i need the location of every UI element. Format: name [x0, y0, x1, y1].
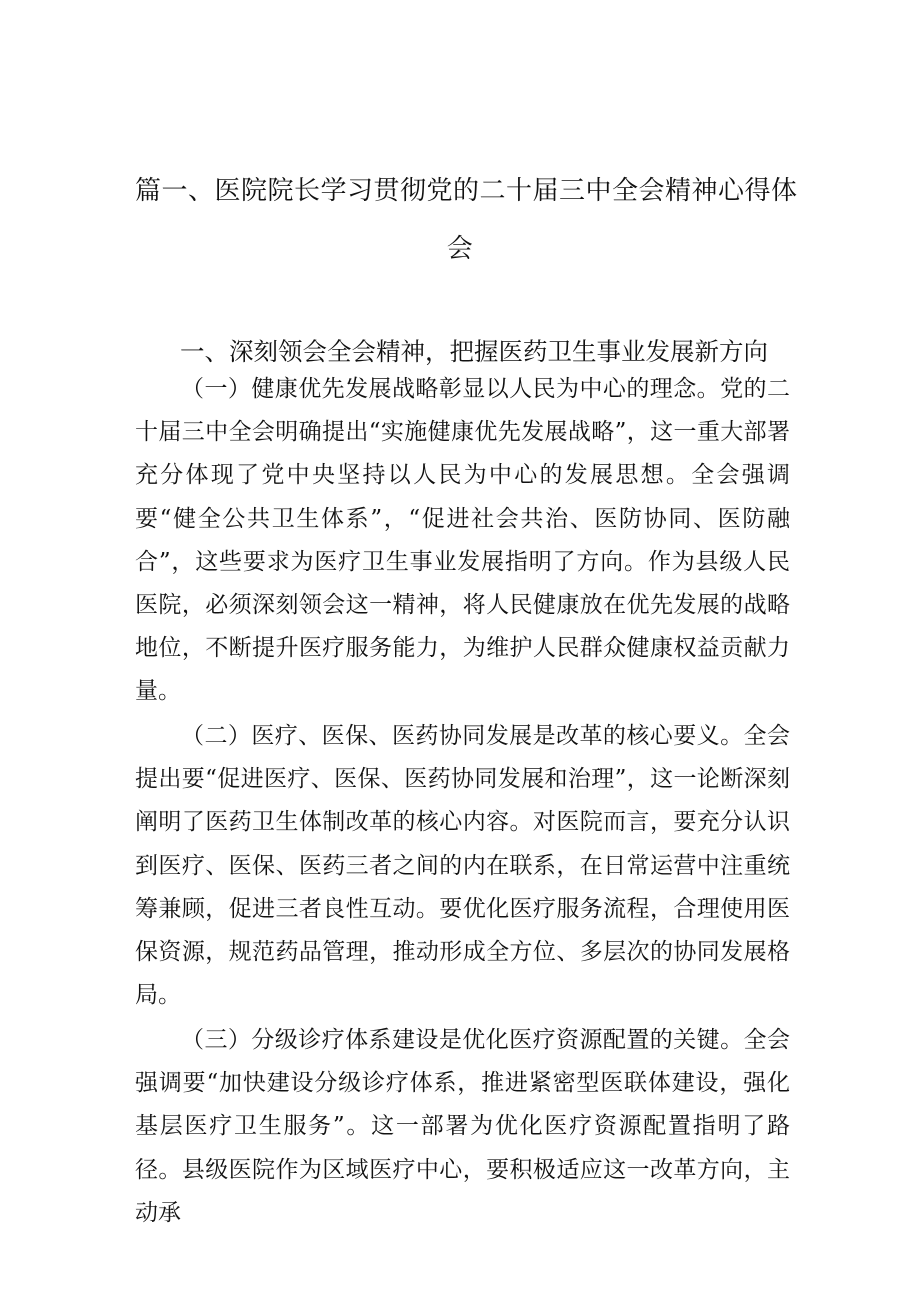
document-title-line-2: 会	[446, 234, 474, 264]
paragraph-1: （一）健康优先发展战略彰显以人民为中心的理念。党的二十届三中全会明确提出“实施健康优先发展战略”，这一重大部署充分体现了党中央坚持以人民为中心的发展思想。全会强调要“健全公共卫生体系”，“促进社会共治、医防协同、医防融合”，这些要求为医疗卫生事业发展指明了方向。作为县级人民医院，必须深刻领会这一精神，将人民健康放在优先发展的战略地位，不断提升医疗服务能力，为维护人民群众健康权益贡献力量。	[135, 376, 790, 705]
document-title-line-1: 篇一、医院院长学习贯彻党的二十届三中全会精神心得体	[135, 176, 798, 206]
paragraph-3: （三）分级诊疗体系建设是优化医疗资源配置的关键。全会强调要“加快建设分级诊疗体系，推进紧密型医联体建设，强化基层医疗卫生服务”。这一部署为优化医疗资源配置指明了路径。县级医院作为区域医疗中心，要积极适应这一改革方向，主动承	[135, 1027, 790, 1226]
paragraph-2: （二）医疗、医保、医药协同发展是改革的核心要义。全会提出要“促进医疗、医保、医药协同发展和治理”，这一论断深刻阐明了医药卫生体制改革的核心内容。对医院而言，要充分认识到医疗、医保、医药三者之间的内在联系，在日常运营中注重统筹兼顾，促进三者良性互动。要优化医疗服务流程，合理使用医保资源，规范药品管理，推动形成全方位、多层次的协同发展格局。	[135, 723, 790, 1009]
section-heading: 一、深刻领会全会精神，把握医药卫生事业发展新方向	[180, 337, 768, 366]
